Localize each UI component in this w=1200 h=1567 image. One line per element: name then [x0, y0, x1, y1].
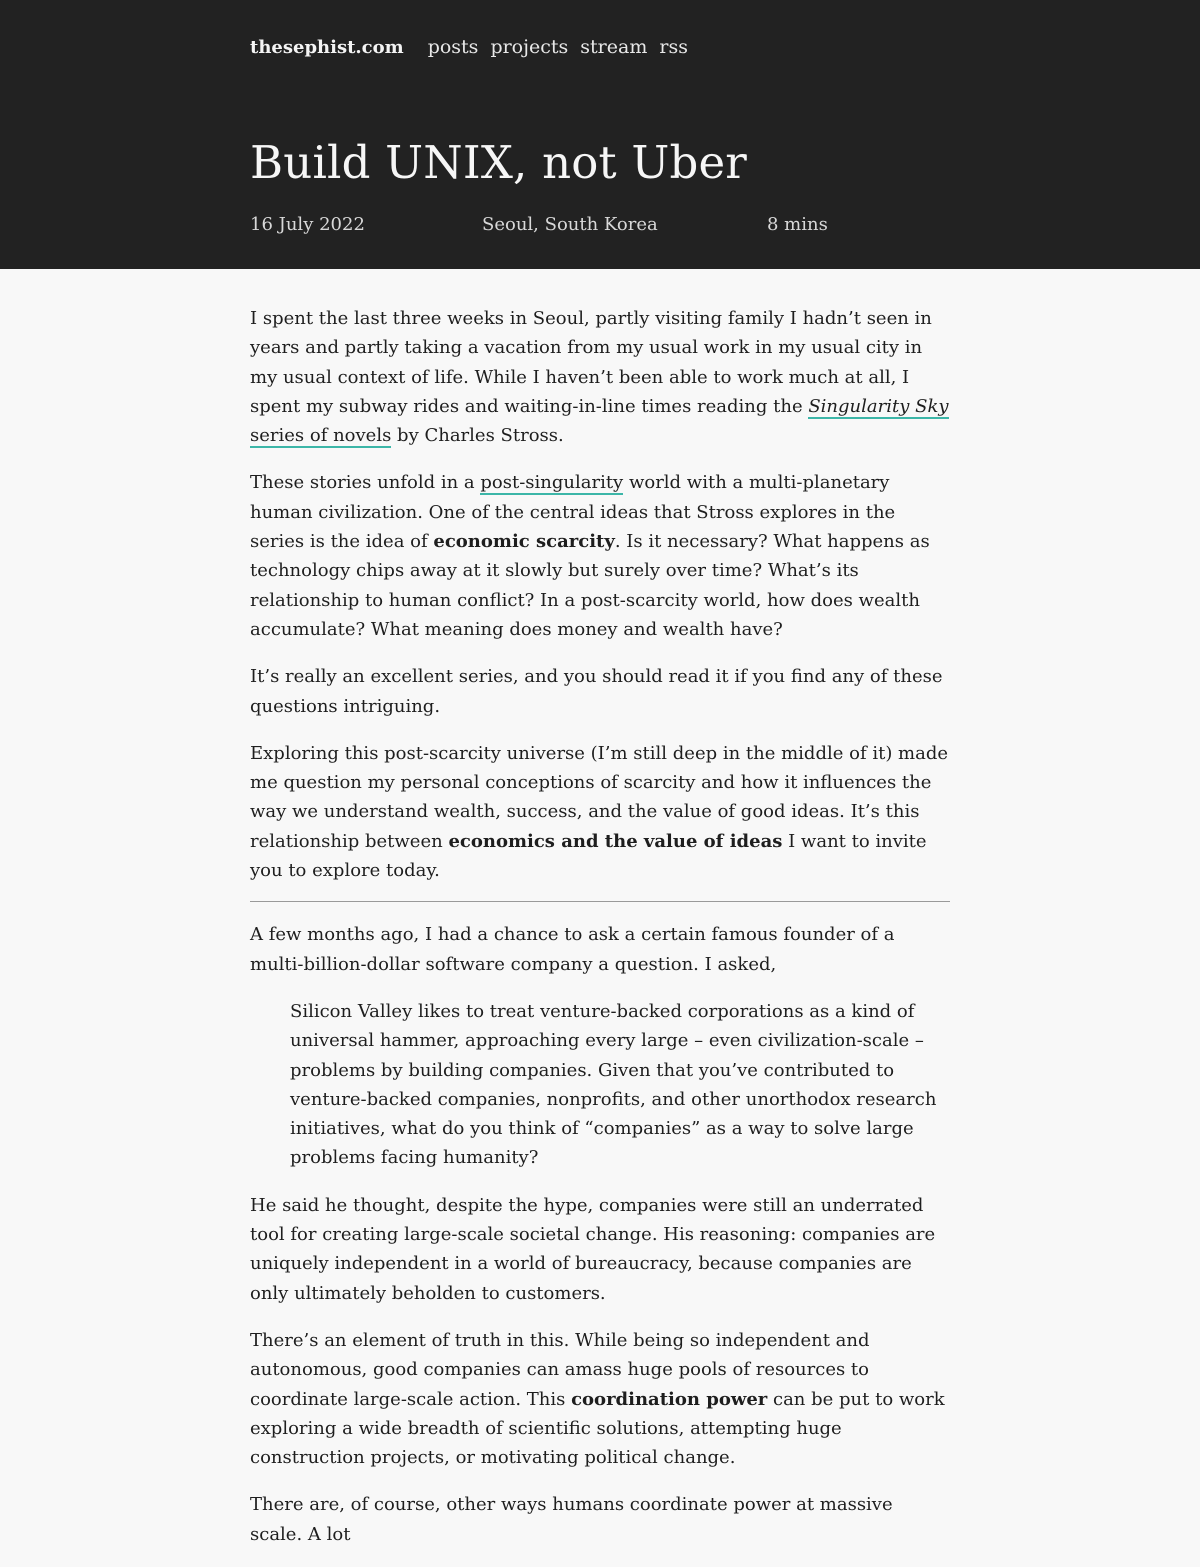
post-title: Build UNIX, not Uber — [250, 136, 748, 189]
paragraph: A few months ago, I had a chance to ask a certain famous founder of a multi-billion-dollar software company a question. I asked, — [250, 924, 895, 975]
nav-link-stream[interactable]: stream — [580, 36, 648, 58]
text: I spent the last three weeks in Seoul, partly visiting family I hadn’t seen in years and partly taking a vacation from my usual work in my usual city in my usual context of life. While I haven’t been able to work much at all, I spent my subway rides and waiting-in-line times reading the — [250, 308, 932, 417]
paragraph: There are, of course, other ways humans coordinate power at massive scale. A lot — [250, 1494, 893, 1545]
text: can be put to work exploring a wide breadth of scientific solutions, attempting huge construction projects, or motivating political change. — [250, 1388, 945, 1469]
text: . Is it necessary? What happens as technology chips away at it slowly but surely over time? What’s its relationship to human conflict? In a post-scarcity world, how does wealth accumulate? What meaning does money and wealth have? — [250, 531, 930, 640]
paragraph — [250, 468, 950, 644]
site-brand-link[interactable]: thesephist.com — [250, 37, 404, 58]
link-italic-text: Singularity Sky — [808, 395, 949, 417]
paragraph: It’s really an excellent series, and you should read it if you find any of these questions intriguing. — [250, 666, 943, 717]
post-location: Seoul, South Korea — [482, 214, 658, 235]
paragraph: He said he thought, despite the hype, companies were still an underrated tool for creating large-scale societal change. His reasoning: companies are uniquely independent in a world of bureaucracy, because companies are only ultimately beholden to customers. — [250, 1194, 936, 1304]
post-date: 16 July 2022 — [250, 214, 365, 235]
text: by Charles Stross. — [391, 425, 564, 447]
site-header — [0, 0, 1200, 269]
post-read-time: 8 mins — [767, 214, 828, 235]
block-quote: Silicon Valley likes to treat venture-backed corporations as a kind of universal hammer, approaching every large – even civilization-scale – problems by building companies. Given that you’ve contributed to venture-backed companies, nonprofits, and other unorthodox research initiatives, what do you think of “companies” as a way to solve large problems facing humanity? — [290, 1000, 937, 1169]
section-divider — [250, 901, 950, 902]
text: Exploring this post-scarcity universe (I’m still deep in the middle of it) made me question my personal conceptions of scarcity and how it influences the way we understand wealth, success, and the value of good ideas. It’s this relationship between — [250, 742, 949, 852]
nav-link-projects[interactable]: projects — [490, 36, 569, 58]
nav-link-posts[interactable]: posts — [427, 36, 479, 58]
nav-link-rss[interactable]: rss — [659, 36, 688, 58]
bold-text: economic scarcity — [433, 531, 615, 553]
post-meta — [250, 214, 950, 240]
bold-text: economics and the value of ideas — [448, 830, 783, 852]
link-text: series of novels — [250, 425, 392, 447]
top-nav — [250, 36, 700, 58]
paragraph — [250, 1326, 950, 1472]
text: There’s an element of truth in this. While being so independent and autonomous, good companies can amass huge pools of resources to coordinate large-scale action. This — [250, 1329, 870, 1410]
paragraph — [250, 739, 950, 885]
article-body — [250, 304, 950, 1567]
text: world with a multi-planetary human civilization. One of the central ideas that Stross explores in the series is the idea of — [250, 472, 896, 553]
bold-text: coordination power — [571, 1388, 768, 1410]
text: I want to invite you to explore today. — [250, 830, 927, 882]
text: These stories unfold in a — [250, 472, 481, 494]
paragraph — [250, 304, 950, 450]
post-singularity-link[interactable]: post-singularity — [480, 472, 624, 494]
